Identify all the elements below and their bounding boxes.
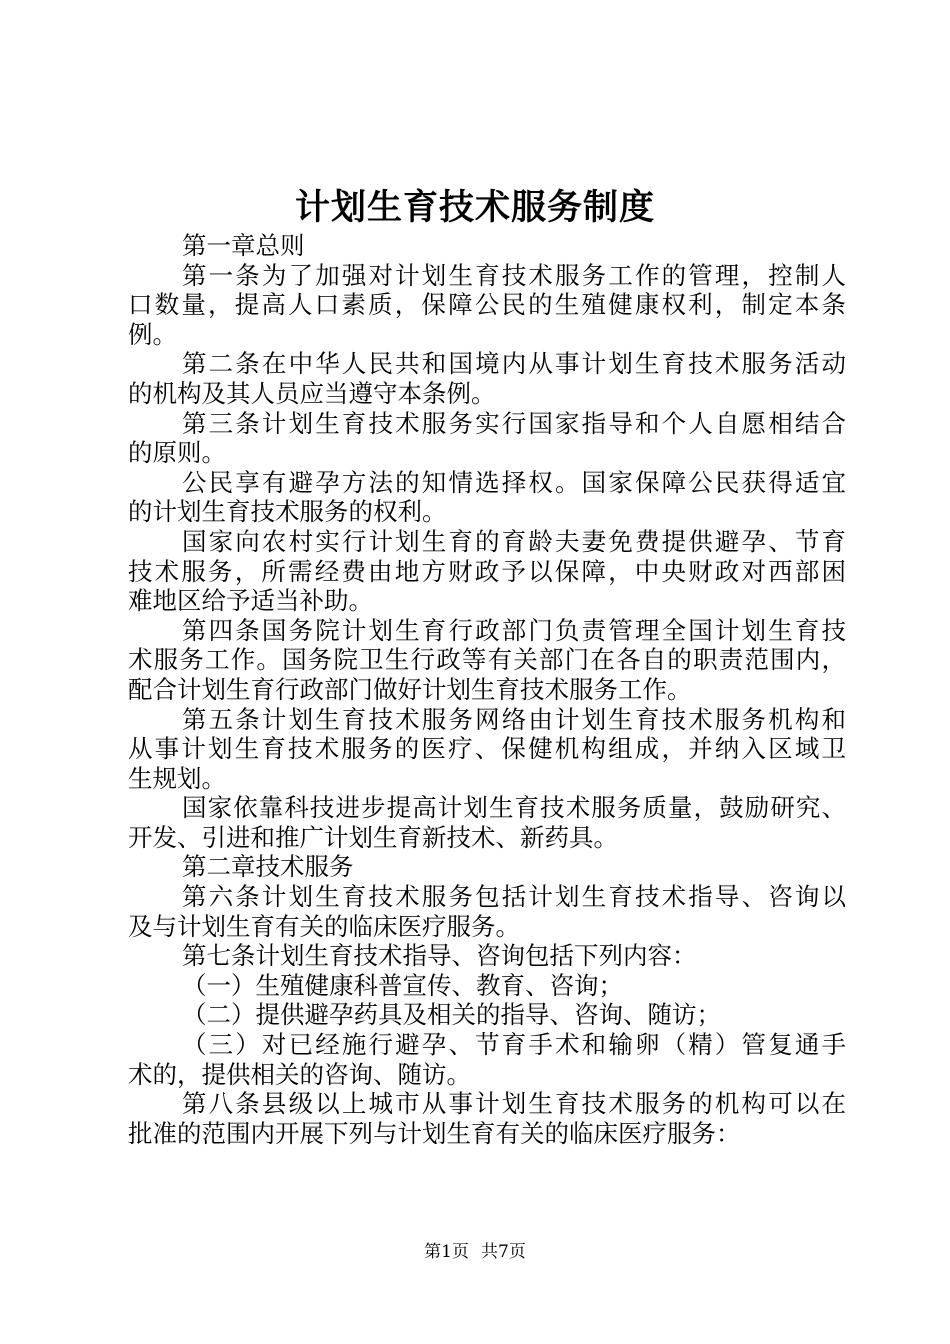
- text-line: 从事计划生育技术服务的医疗、保健机构组成，并纳入区域卫: [128, 734, 846, 764]
- text-line: 国家依靠科技进步提高计划生育技术服务质量，鼓励研究、: [182, 793, 846, 823]
- text-line: 难地区给予适当补助。: [128, 586, 373, 616]
- text-line: 配合计划生育行政部门做好计划生育技术服务工作。: [128, 674, 692, 704]
- text-line: 的原则。: [128, 438, 226, 468]
- page-title: 计划生育技术服务制度: [294, 187, 655, 228]
- text-line: 国家向农村实行计划生育的育龄夫妻免费提供避孕、节育: [182, 526, 846, 556]
- text-line: （一）生殖健康科普宣传、教育、咨询；: [182, 970, 623, 1000]
- page-number: 第1页: [424, 1242, 469, 1262]
- text-line: 第一条为了加强对计划生育技术服务工作的管理，控制人: [182, 260, 846, 290]
- document-body: [128, 231, 846, 1148]
- page-total: 共7页: [481, 1242, 526, 1262]
- text-line: 第五条计划生育技术服务网络由计划生育技术服务机构和: [182, 704, 846, 734]
- text-line: 公民享有避孕方法的知情选择权。国家保障公民获得适宜: [182, 467, 846, 497]
- text-line: 第八条县级以上城市从事计划生育技术服务的机构可以在: [182, 1089, 846, 1119]
- text-line: 的机构及其人员应当遵守本条例。: [128, 378, 496, 408]
- text-line: 第六条计划生育技术服务包括计划生育技术指导、咨询以: [182, 882, 846, 912]
- text-line: （二）提供避孕药具及相关的指导、咨询、随访；: [182, 1000, 721, 1030]
- text-line: 第二章技术服务: [182, 852, 354, 882]
- text-line: 口数量，提高人口素质，保障公民的生殖健康权利，制定本条: [128, 290, 846, 320]
- text-line: 第三条计划生育技术服务实行国家指导和个人自愿相结合: [182, 408, 846, 438]
- text-line: 术的，提供相关的咨询、随访。: [128, 1059, 471, 1089]
- text-line: 及与计划生育有关的临床医疗服务。: [128, 911, 520, 941]
- page-footer: [0, 1240, 950, 1264]
- text-line: 技术服务，所需经费由地方财政予以保障，中央财政对西部困: [128, 556, 846, 586]
- text-line: 开发、引进和推广计划生育新技术、新药具。: [128, 822, 618, 852]
- text-line: 术服务工作。国务院卫生行政等有关部门在各自的职责范围内，: [128, 645, 846, 675]
- text-line: 例。: [128, 319, 177, 349]
- text-line: 生规划。: [128, 763, 226, 793]
- text-line: 第二条在中华人民共和国境内从事计划生育技术服务活动: [182, 349, 846, 379]
- text-line: （三）对已经施行避孕、节育手术和输卵（精）管复通手: [182, 1030, 846, 1060]
- text-line: 的计划生育技术服务的权利。: [128, 497, 447, 527]
- text-line: 批准的范围内开展下列与计划生育有关的临床医疗服务：: [128, 1118, 741, 1148]
- text-line: 第七条计划生育技术指导、咨询包括下列内容：: [182, 941, 697, 971]
- text-line: 第一章总则: [182, 231, 305, 260]
- text-line: 第四条国务院计划生育行政部门负责管理全国计划生育技: [182, 615, 846, 645]
